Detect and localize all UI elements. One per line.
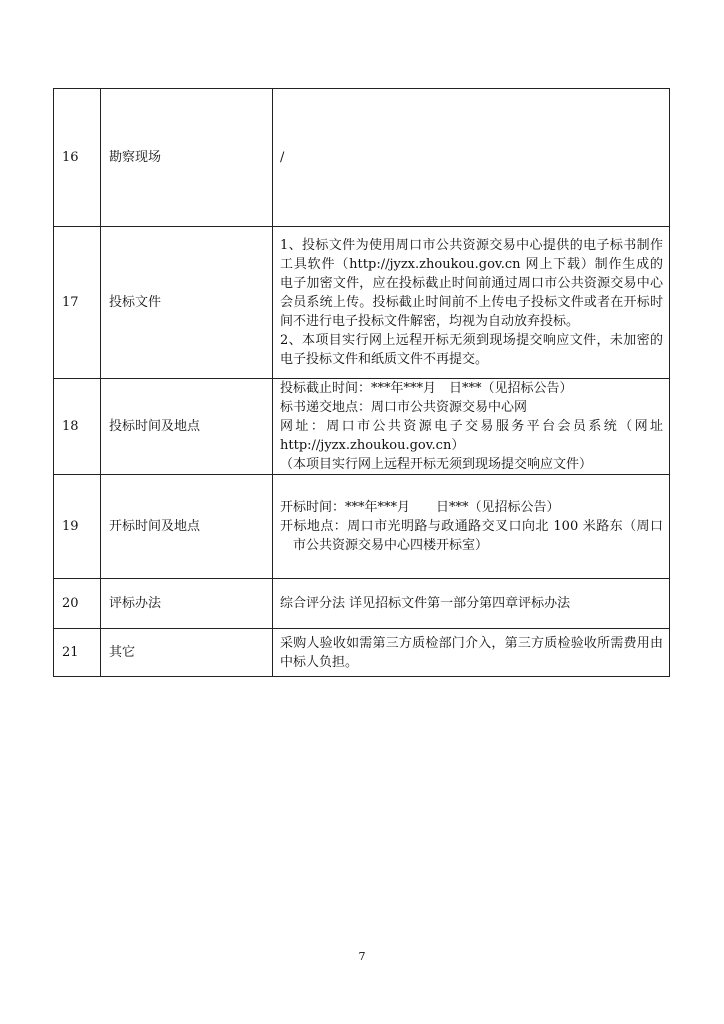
table-row <box>54 579 670 629</box>
row-content <box>273 227 670 379</box>
content-line: 2、本项目实行网上远程开标无须到现场提交响应文件，未加密的电子投标文件和纸质文件不再提交。 <box>280 333 663 367</box>
content-line: （本项目实行网上远程开标无须到现场提交响应文件） <box>280 457 593 472</box>
content-line: 投标截止时间：***年***月 日***（见招标公告） <box>280 381 573 396</box>
row-item: 评标办法 <box>101 579 273 629</box>
row-number: 21 <box>54 629 101 677</box>
row-content <box>273 89 670 227</box>
row-content <box>273 475 670 579</box>
row-number: 18 <box>54 379 101 475</box>
content-line: 1、投标文件为使用周口市公共资源交易中心提供的电子标书制作工具软件（http://jyzx.zhoukou.gov.cn 网上下载）制作生成的电子加密文件，应在投标截止时间前通过周口市公共资源交易中心会员系统上传。投标截止时间前不上传电子投标文件或者在开标时间不进行电子投标文件解密，均视为自动放弃投标。 <box>280 238 663 329</box>
requirements-table <box>53 88 670 677</box>
row-number: 20 <box>54 579 101 629</box>
content-line: / <box>280 150 285 165</box>
table-row <box>54 475 670 579</box>
row-item: 投标时间及地点 <box>101 379 273 475</box>
row-content <box>273 579 670 629</box>
row-item: 投标文件 <box>101 227 273 379</box>
row-content <box>273 629 670 677</box>
row-item: 开标时间及地点 <box>101 475 273 579</box>
content-line: 开标地点：周口市光明路与政通路交叉口向北 100 米路东（周口市公共资源交易中心四楼开标室） <box>280 519 663 553</box>
content-line: 网址：周口市公共资源电子交易服务平台会员系统（网址 http://jyzx.zhoukou.gov.cn） <box>280 419 663 453</box>
content-line: 采购人验收如需第三方质检部门介入，第三方质检验收所需费用由中标人负担。 <box>280 635 663 670</box>
row-item: 勘察现场 <box>101 89 273 227</box>
row-number: 19 <box>54 475 101 579</box>
table-row <box>54 227 670 379</box>
table-row <box>54 89 670 227</box>
table-row <box>54 379 670 475</box>
row-number: 17 <box>54 227 101 379</box>
row-content <box>273 379 670 475</box>
content-line: 综合评分法 详见招标文件第一部分第四章评标办法 <box>280 596 571 611</box>
content-line: 开标时间：***年***月 日***（见招标公告） <box>280 500 560 515</box>
row-number: 16 <box>54 89 101 227</box>
page-number: 7 <box>358 950 366 963</box>
content-line: 标书递交地点：周口市公共资源交易中心网 <box>280 400 528 415</box>
row-item: 其它 <box>101 629 273 677</box>
table-row <box>54 629 670 677</box>
